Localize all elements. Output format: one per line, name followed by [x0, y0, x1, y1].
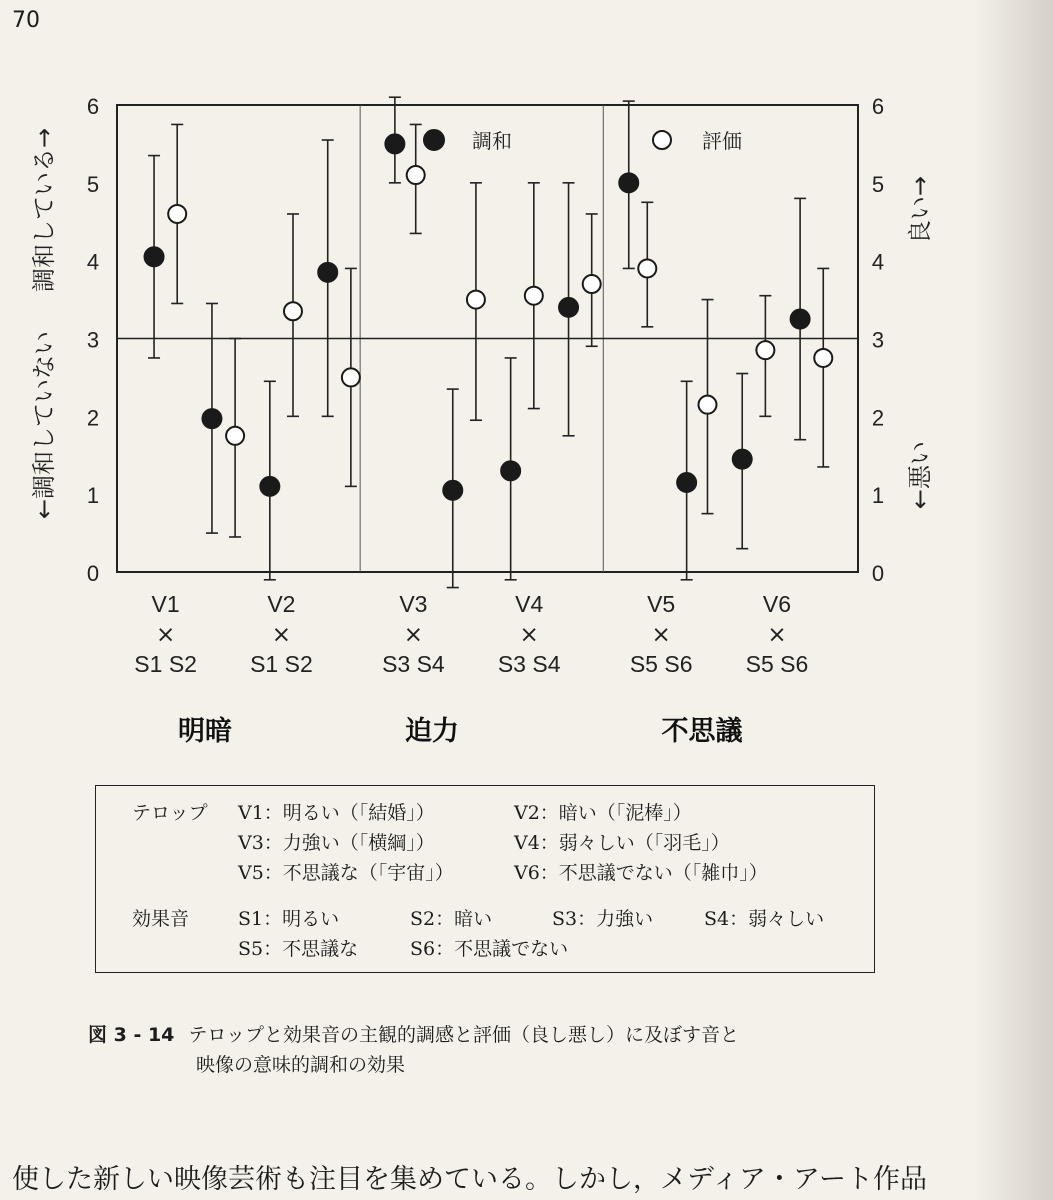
page-gutter-shadow — [973, 0, 1053, 1200]
data-point-evaluation — [756, 341, 774, 359]
body-text-line: 使した新しい映像芸術も注目を集めている。しかし，メディア・アート作品 — [12, 1164, 928, 1195]
caption-line-1: テロップと効果音の主観的調感と評価（良し悪し）に及ぼす音と — [188, 1024, 740, 1046]
data-point-evaluation — [814, 349, 832, 367]
caption-line-2: 映像の意味的調和の効果 — [196, 1054, 406, 1076]
sound-item: S4：弱々しい — [704, 908, 825, 930]
legend-label: 評価 — [702, 129, 742, 153]
x-group-label: V4 — [515, 591, 544, 617]
data-point-evaluation — [583, 275, 601, 293]
sound-item: S1：明るい — [238, 908, 340, 930]
right-y-tick-label: 4 — [871, 249, 885, 275]
x-group-times: × — [271, 622, 292, 648]
category-label: 明暗 — [178, 716, 232, 747]
left-y-tick-label: 5 — [86, 171, 100, 197]
left-y-tick-label: 1 — [86, 483, 100, 509]
left-y-axis-label-high: 調和している→ — [30, 127, 58, 293]
x-group-sound-pair: S1 S2 — [250, 651, 313, 677]
right-y-tick-label: 1 — [871, 483, 885, 509]
sound-item: S2：暗い — [410, 908, 493, 930]
x-group-label: V1 — [151, 591, 180, 617]
right-y-axis-label-low: ←悪い — [906, 440, 934, 510]
condition-legend-box — [95, 785, 875, 973]
page-number: 70 — [12, 8, 40, 33]
x-group-times: × — [155, 622, 176, 648]
telop-item: V3：力強い（「横綱」） — [238, 832, 435, 854]
x-group-times: × — [767, 622, 787, 648]
telop-item: V4：弱々しい（「羽毛」） — [514, 832, 730, 854]
data-point-evaluation — [226, 427, 244, 445]
data-point-harmony — [559, 298, 578, 317]
telop-item: V6：不思議でない（「雑巾」） — [514, 862, 768, 884]
legend-marker-open — [653, 131, 671, 149]
category-label: 不思議 — [661, 716, 743, 747]
x-group-times: × — [403, 622, 424, 648]
right-y-tick-label: 2 — [871, 405, 885, 431]
left-y-tick-label: 0 — [86, 561, 100, 586]
data-point-evaluation — [525, 287, 543, 305]
x-group-sound-pair: S5 S6 — [629, 651, 693, 677]
legend-marker-filled — [424, 130, 444, 150]
x-group-sound-pair: S1 S2 — [134, 651, 197, 677]
data-point-harmony — [791, 310, 810, 329]
data-point-evaluation — [407, 166, 425, 184]
data-point-harmony — [385, 134, 404, 153]
right-y-tick-label: 3 — [871, 327, 885, 353]
x-group-label: V6 — [762, 591, 792, 617]
data-point-harmony — [260, 477, 279, 496]
right-y-tick-label: 0 — [871, 561, 885, 586]
data-point-evaluation — [342, 368, 360, 386]
category-label: 迫力 — [405, 716, 459, 747]
data-point-harmony — [443, 481, 462, 500]
legend-label: 調和 — [472, 129, 512, 153]
data-point-harmony — [619, 173, 638, 192]
telop-item: V1：明るい（「結婚」） — [238, 802, 435, 824]
data-point-evaluation — [168, 205, 186, 223]
axis-labels — [30, 94, 934, 747]
right-y-tick-label: 6 — [871, 94, 885, 119]
sound-item: S5：不思議な — [238, 938, 359, 960]
right-y-axis-label-high: 良い→ — [906, 175, 934, 245]
x-group-sound-pair: S3 S4 — [497, 651, 561, 677]
data-point-evaluation — [638, 259, 656, 277]
data-point-harmony — [501, 461, 520, 480]
x-group-sound-pair: S5 S6 — [745, 651, 809, 677]
data-point-evaluation — [284, 302, 302, 320]
telop-item: V5：不思議な（「宇宙」） — [238, 862, 454, 884]
left-y-tick-label: 6 — [86, 94, 100, 119]
telop-item: V2：暗い（「泥棒」） — [514, 802, 692, 824]
data-point-harmony — [733, 450, 752, 469]
sound-item: S6：不思議でない — [410, 938, 569, 960]
data-point-harmony — [202, 409, 221, 428]
x-group-label: V5 — [647, 591, 676, 617]
right-y-tick-label: 5 — [871, 171, 885, 197]
x-group-label: V2 — [267, 591, 296, 617]
data-point-harmony — [145, 247, 164, 266]
left-y-tick-label: 2 — [86, 405, 100, 431]
data-point-evaluation — [467, 291, 485, 309]
left-y-axis-label-low: ←調和していない — [30, 330, 58, 520]
sound-label: 効果音 — [132, 908, 190, 930]
figure-caption — [88, 1020, 888, 1080]
data-point-harmony — [677, 473, 696, 492]
figure-number: 図 3 - 14 — [88, 1024, 175, 1046]
x-group-times: × — [519, 622, 539, 648]
left-y-tick-label: 3 — [86, 327, 100, 353]
x-group-sound-pair: S3 S4 — [382, 651, 445, 677]
left-y-tick-label: 4 — [86, 249, 100, 275]
data-point-harmony — [318, 263, 337, 282]
sound-item: S3：力強い — [552, 908, 654, 930]
data-point-evaluation — [698, 396, 716, 414]
x-group-label: V3 — [399, 591, 428, 617]
plot-area — [117, 97, 858, 587]
telop-label: テロップ — [132, 802, 208, 824]
x-group-times: × — [651, 622, 671, 648]
